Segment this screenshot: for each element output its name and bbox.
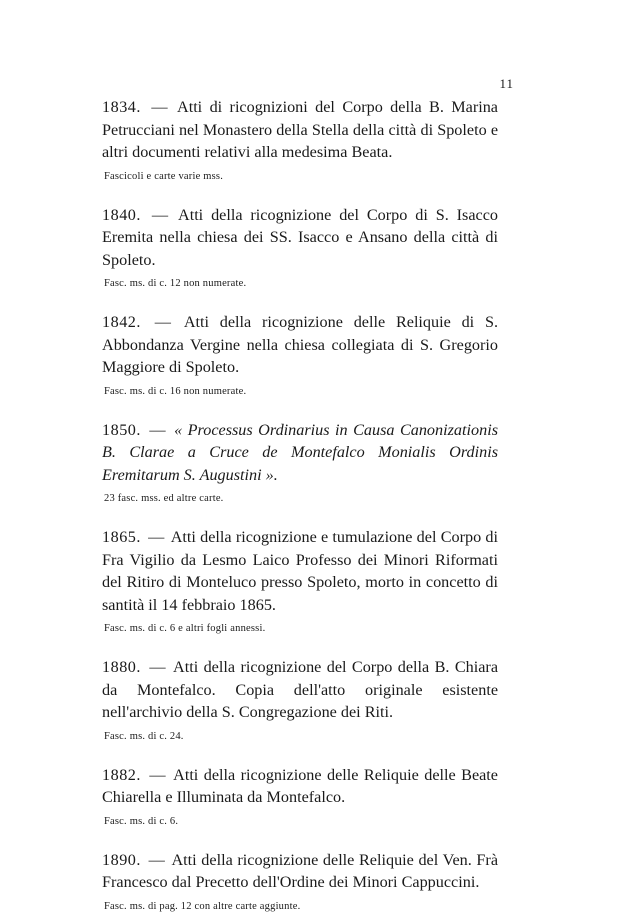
page-number: 11 (499, 76, 514, 91)
entry-year: 1880. (102, 658, 141, 676)
entry-year: 1850. (102, 420, 141, 439)
entry-1865 (102, 526, 498, 636)
entry-body: Atti della ricognizione delle Reliquie di S. Abbondanza Vergine nella chiesa collegiata di S. Gregorio Maggiore di Spoleto. (102, 313, 499, 376)
entry-text (102, 526, 498, 616)
entry-dash: — (148, 528, 165, 546)
entry-1840 (102, 204, 498, 292)
entry-text (102, 656, 498, 724)
entry-text (102, 419, 498, 487)
entry-year: 1840. (102, 205, 141, 224)
entry-text (102, 96, 498, 164)
entry-dash: — (149, 658, 166, 676)
entry-year: 1865. (102, 528, 141, 546)
entry-note: Fasc. ms. di c. 16 non numerate. (104, 385, 247, 397)
entry-dash: — (151, 205, 168, 224)
entry-body: Atti della ricognizione delle Reliquie del Ven. Frà Francesco dal Precetto dell'Ordine dei Minori Cappuccini. (102, 850, 499, 891)
entries-list (102, 96, 498, 914)
entry-dash: — (148, 850, 165, 869)
entry-body: Atti di ricognizioni del Corpo della B. Marina Petrucciani nel Monastero della Stella della città di Spoleto e altri documenti relativi alla medesima Beata. (102, 98, 498, 161)
entry-year: 1882. (102, 765, 141, 784)
entry-text (102, 204, 498, 272)
entry-body: Atti della ricognizione del Corpo della B. Chiara da Montefalco. Copia dell'atto originale esistente nell'archivio della S. Congregazione dei Riti. (102, 658, 499, 721)
entry-year: 1842. (102, 313, 141, 331)
entry-year: 1834. (102, 98, 141, 116)
entry-1842 (102, 311, 498, 399)
entry-text (102, 849, 498, 894)
entry-body: Atti della ricognizione delle Reliquie delle Beate Chiarella e Illuminata da Montefalco. (102, 765, 498, 806)
entry-1834 (102, 96, 498, 184)
entry-text (102, 764, 498, 809)
entry-dash: — (149, 420, 166, 439)
entry-dash: — (154, 313, 171, 331)
entry-note: Fasc. ms. di c. 24. (104, 730, 184, 742)
entry-note: Fasc. ms. di c. 12 non numerate. (104, 278, 247, 289)
entry-text (102, 311, 498, 379)
entry-note: Fasc. ms. di pag. 12 con altre carte aggiunte. (104, 900, 301, 912)
entry-1890 (102, 849, 498, 914)
entry-year: 1890. (102, 850, 141, 869)
entry-1880 (102, 656, 498, 744)
entry-body: « Processus Ordinarius in Causa Canonizationis B. Clarae a Cruce de Montefalco Monialis Ordinis Eremitarum S. Augustini ». (102, 420, 498, 484)
entry-note: Fascicoli e carte varie mss. (104, 170, 224, 182)
entry-1882 (102, 764, 498, 829)
entry-1850 (102, 419, 498, 507)
entry-note: 23 fasc. mss. ed altre carte. (104, 493, 224, 504)
entry-note: Fasc. ms. di c. 6 e altri fogli annessi. (104, 623, 266, 634)
entry-dash: — (151, 98, 168, 116)
entry-dash: — (149, 765, 166, 784)
entry-note: Fasc. ms. di c. 6. (104, 815, 179, 827)
entry-body: Atti della ricognizione del Corpo di S. Isacco Eremita nella chiesa dei SS. Isacco e Ansano della città di Spoleto. (102, 205, 498, 269)
entry-body: Atti della ricognizione e tumulazione del Corpo di Fra Vigilio da Lesmo Laico Professo dei Minori Riformati del Ritiro di Monteluco presso Spoleto, morto in concetto di santità il 14 febbraio 1865. (102, 528, 498, 614)
